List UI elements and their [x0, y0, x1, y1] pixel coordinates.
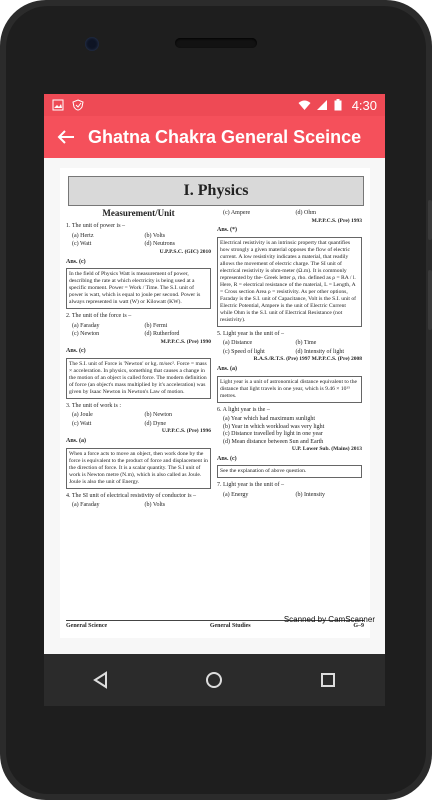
option: (b) Fermi	[144, 322, 168, 329]
option: (c) Ampere	[223, 210, 251, 216]
chapter-title: I. Physics	[68, 176, 364, 206]
status-bar	[44, 94, 385, 116]
nav-back-button[interactable]	[76, 655, 126, 705]
option: (a) Year which had maximum sunlight	[223, 416, 315, 423]
footer-page-number: G–9	[353, 622, 364, 629]
option: (a) Hertz	[72, 232, 94, 239]
option: (d) Intensity of light	[295, 348, 344, 355]
screen	[44, 94, 385, 654]
option: (d) Neutrons	[144, 241, 175, 248]
source: R.A.S./R.T.S. (Pre) 1997 M.P.P.C.S. (Pre) 2008	[253, 356, 362, 363]
scanned-page	[60, 168, 370, 638]
option: (d) Ohm	[295, 210, 316, 216]
option: (b) Volts	[144, 232, 166, 239]
options	[223, 340, 362, 356]
explanation-box: Electrical resistivity is an intrinsic property that quantifies how strongly a given material opposes the flow of electric current. A low resistivity indicates a material, that readily allows the movement of electric charge. The SI unit of electrical resistivity is ohm-meter (Ω.m). It is commonly represented by the- Greek letter ρ, rho. defined as ρ = RA / l. Here, R = electrical resistance of the material, L = Length, A = Cross section Area ρ = resistivity. As per other options, Faraday is the S.I. unit of Capacitance, Volt is the S.I. unit of Electric Potential, Ampere is the unit of Electric Current while Ohm is the S.I. unit of Electrical Resistance (not resistivity).	[217, 237, 362, 327]
power-button	[428, 270, 432, 330]
source: M.P.P.C.S. (Pre) 1993	[311, 217, 362, 224]
option: (b) Time	[295, 340, 317, 347]
arrow-back-icon	[57, 129, 75, 145]
source: U.P.P.S.C. (GIC) 2010	[159, 248, 211, 255]
question: 3. The unit of work is :	[66, 402, 122, 409]
status-time: 4:30	[351, 97, 377, 113]
option: (a) Distance	[223, 340, 253, 347]
explanation-box: The S.I. unit of Force is 'Newton' or kg. m/sec². Force = mass × acceleration. In physics, something that causes a change in the motion of an object is called force. The modern definition of force (an object's mass multiplied by it's acceleration) was given by Isaac Newton in Newton's Law of motion.	[66, 358, 211, 399]
signal-icon	[316, 99, 328, 111]
option: (c) Watt	[72, 420, 92, 427]
left-column	[66, 208, 211, 510]
section-title: Measurement/Unit	[102, 208, 175, 218]
option: (c) Speed of light	[223, 348, 265, 355]
volume-button	[428, 200, 432, 240]
option: (d) Mean distance between Sun and Earth	[223, 438, 324, 445]
image-icon	[52, 99, 64, 111]
wifi-icon	[298, 99, 310, 111]
nav-recents-icon	[318, 670, 338, 690]
option: (a) Faraday	[72, 322, 100, 329]
app-title: Ghatna Chakra General Sceince	[88, 126, 362, 147]
option: (c) Watt	[72, 241, 92, 248]
explanation-box: Light year is a unit of astronomical distance equivalent to the distance that light travels in one year, which is 9.46 × 10¹⁵ metres.	[217, 376, 362, 403]
back-button[interactable]	[44, 116, 88, 158]
footer-left: General Science	[66, 622, 108, 629]
question: 6. A light year is the –	[217, 406, 270, 413]
answer: Ans. (a)	[66, 438, 87, 445]
footer-mid: General Studies	[209, 622, 251, 629]
option: (b) Newton	[144, 412, 172, 419]
option: (d) Dyne	[144, 420, 166, 427]
front-camera-icon	[85, 37, 99, 51]
question: 4. The SI unit of electrical resistivity of conductor is –	[66, 492, 197, 499]
option: (a) Faraday	[72, 502, 100, 509]
question: 2. The unit of the force is –	[66, 313, 132, 320]
options	[72, 233, 211, 249]
source: M.P.P.C.S. (Pre) 1990	[160, 338, 211, 345]
right-column	[217, 208, 362, 499]
option: (a) Joule	[72, 412, 93, 419]
speaker-grille	[175, 38, 257, 48]
source: U.P. Lower Sub. (Mains) 2013	[291, 446, 362, 453]
question: 7. Light year is the unit of –	[217, 482, 284, 489]
answer: Ans. (c)	[66, 348, 86, 355]
options	[72, 412, 211, 428]
option: (b) Intensity	[295, 491, 325, 498]
nav-home-button[interactable]	[189, 655, 239, 705]
options	[72, 323, 211, 339]
answer: Ans. (a)	[217, 366, 238, 373]
explanation-box: When a force acts to move an object, then work done by the force is equivalent to the product of force and displacement in the direction of force. It is a scalar quantity. The S.I unit of work is Newton metre (N.m), which is also called as Joule. Joule is also the unit of Energy.	[66, 448, 211, 489]
option: (a) Energy	[223, 491, 249, 498]
option: (b) Year in which workload was very light	[223, 423, 325, 430]
page-viewer[interactable]	[44, 158, 385, 654]
explanation-box: See the explanation of above question.	[217, 465, 362, 478]
nav-back-icon	[91, 670, 111, 690]
navigation-bar	[44, 654, 385, 706]
question: 1. The unit of power is –	[66, 223, 126, 230]
option: (c) Distance travelled by light in one year	[223, 431, 323, 438]
battery-icon	[334, 99, 346, 111]
answer: Ans. (c)	[66, 258, 86, 265]
answer: Ans. (c)	[217, 455, 237, 462]
option: (d) Rutherford	[144, 331, 180, 338]
option: (b) Volts	[144, 502, 166, 509]
nav-recents-button[interactable]	[303, 655, 353, 705]
app-bar	[44, 116, 385, 158]
source: U.P.P.C.S. (Pre) 1996	[161, 428, 211, 435]
options	[223, 492, 362, 500]
scanner-watermark: Scanned by CamScanner	[283, 615, 375, 624]
shield-icon	[72, 99, 84, 111]
question: 5. Light year is the unit of –	[217, 330, 284, 337]
options	[223, 210, 362, 218]
option: (c) Newton	[72, 331, 100, 338]
options	[72, 502, 211, 510]
answer: Ans. (*)	[217, 227, 238, 234]
options	[223, 416, 362, 446]
explanation-box: In the field of Physics Watt is measurement of power, describing the rate at which electricity is being used at a specific moment. Power = Work / Time. The S.I. unit of power is watt, which is equal to joule per second. Power is always represented in watt (W) or Kilowatt (KW).	[66, 268, 211, 309]
nav-home-icon	[204, 670, 224, 690]
